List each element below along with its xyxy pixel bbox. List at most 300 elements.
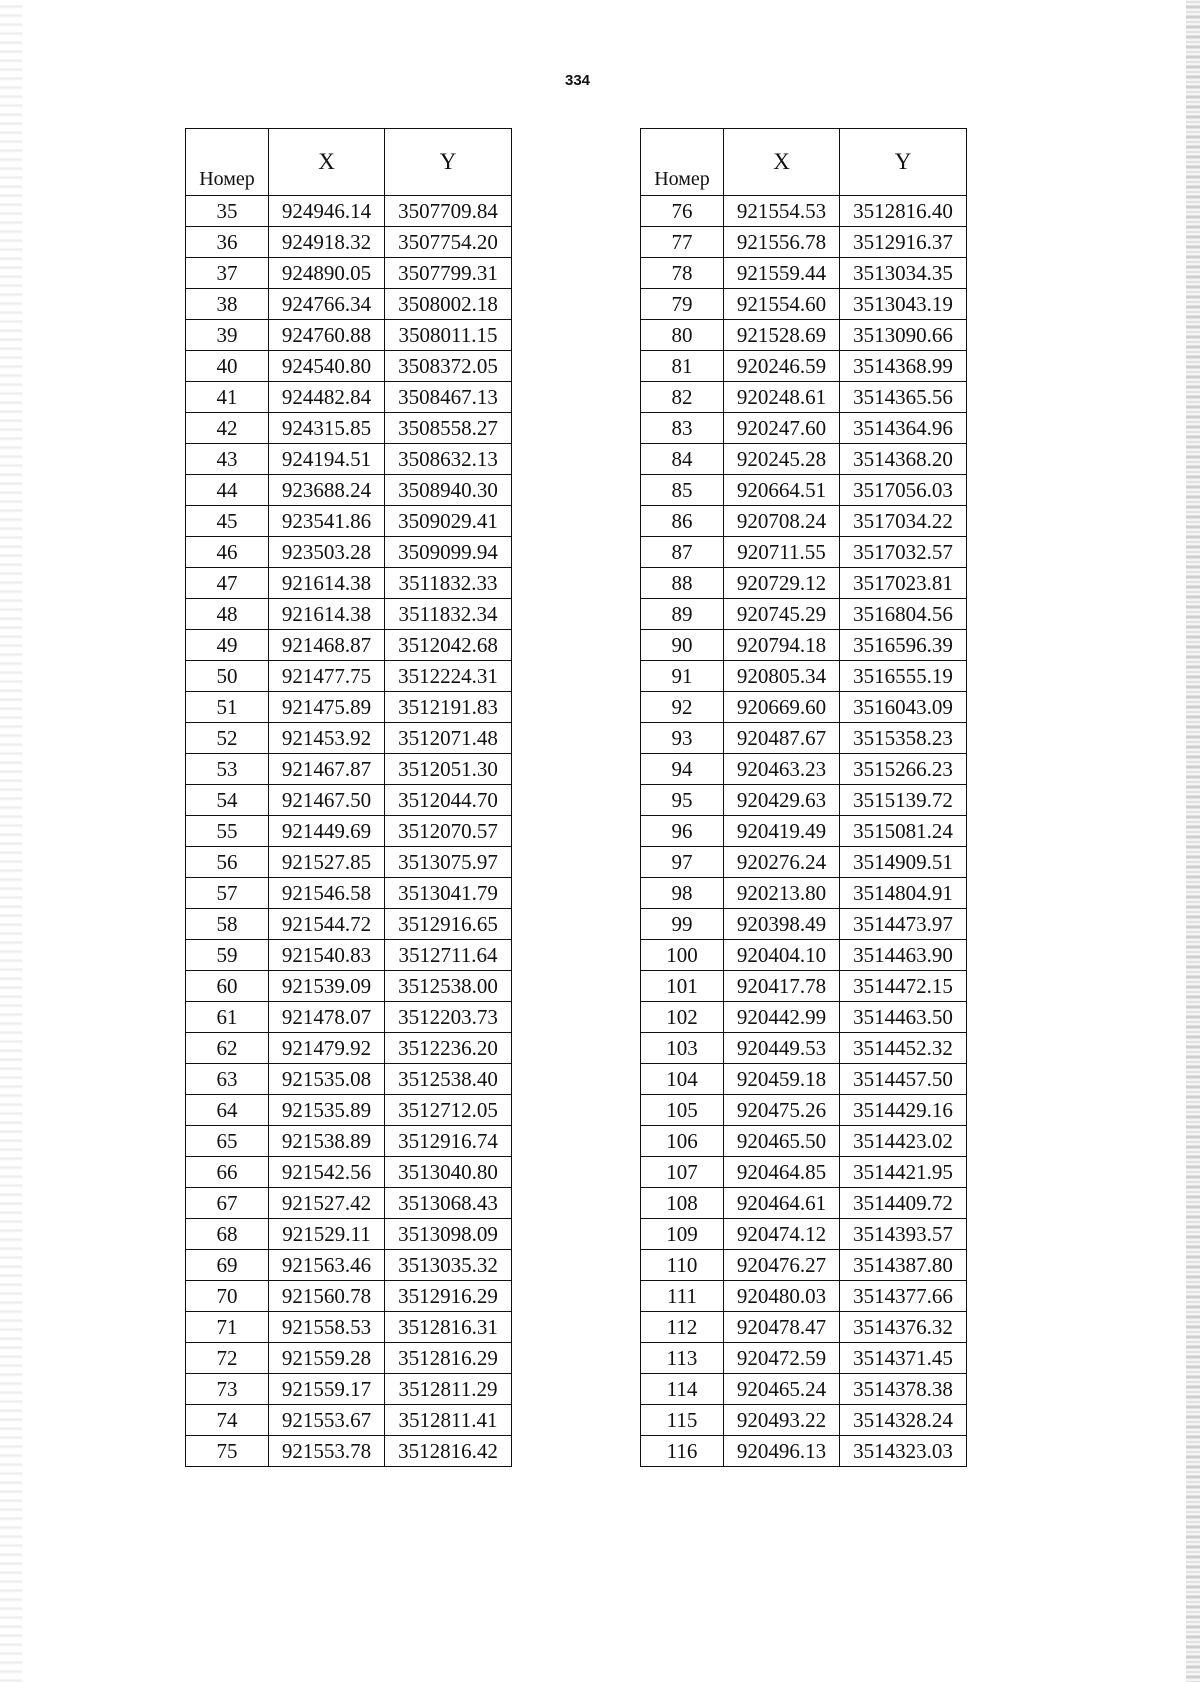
point-number-cell: 74 <box>186 1405 269 1436</box>
table-row <box>186 723 512 754</box>
table-row <box>186 506 512 537</box>
x-coordinate-cell: 924760.88 <box>269 320 385 351</box>
y-coordinate-cell: 3512916.74 <box>385 1126 512 1157</box>
page-number: 334 <box>564 72 591 89</box>
y-coordinate-cell: 3514393.57 <box>840 1219 967 1250</box>
x-coordinate-cell: 920496.13 <box>724 1436 840 1467</box>
point-number-cell: 87 <box>641 537 724 568</box>
y-coordinate-cell: 3508632.13 <box>385 444 512 475</box>
x-coordinate-cell: 921475.89 <box>269 692 385 723</box>
y-coordinate-cell: 3512811.41 <box>385 1405 512 1436</box>
y-coordinate-cell: 3512224.31 <box>385 661 512 692</box>
point-number-cell: 48 <box>186 599 269 630</box>
table-row <box>186 909 512 940</box>
y-coordinate-cell: 3514323.03 <box>840 1436 967 1467</box>
point-number-cell: 81 <box>641 351 724 382</box>
y-coordinate-cell: 3508372.05 <box>385 351 512 382</box>
table-row <box>641 289 967 320</box>
point-number-cell: 49 <box>186 630 269 661</box>
table-row <box>641 971 967 1002</box>
table-row <box>186 1436 512 1467</box>
x-coordinate-cell: 920245.28 <box>724 444 840 475</box>
x-coordinate-cell: 920476.27 <box>724 1250 840 1281</box>
point-number-cell: 72 <box>186 1343 269 1374</box>
y-coordinate-cell: 3517023.81 <box>840 568 967 599</box>
point-number-cell: 96 <box>641 816 724 847</box>
y-coordinate-cell: 3514377.66 <box>840 1281 967 1312</box>
table-row <box>186 537 512 568</box>
point-number-cell: 65 <box>186 1126 269 1157</box>
y-coordinate-cell: 3514368.20 <box>840 444 967 475</box>
point-number-cell: 47 <box>186 568 269 599</box>
point-number-cell: 79 <box>641 289 724 320</box>
x-coordinate-cell: 921535.89 <box>269 1095 385 1126</box>
point-number-cell: 101 <box>641 971 724 1002</box>
y-coordinate-cell: 3514368.99 <box>840 351 967 382</box>
y-coordinate-cell: 3512042.68 <box>385 630 512 661</box>
table-row <box>186 1002 512 1033</box>
x-coordinate-cell: 920493.22 <box>724 1405 840 1436</box>
table-row <box>641 599 967 630</box>
x-coordinate-cell: 924315.85 <box>269 413 385 444</box>
point-number-cell: 52 <box>186 723 269 754</box>
x-coordinate-cell: 920478.47 <box>724 1312 840 1343</box>
x-coordinate-cell: 921467.50 <box>269 785 385 816</box>
table-row <box>186 940 512 971</box>
table-row <box>186 785 512 816</box>
point-number-cell: 103 <box>641 1033 724 1064</box>
y-coordinate-cell: 3512071.48 <box>385 723 512 754</box>
y-coordinate-cell: 3508558.27 <box>385 413 512 444</box>
x-coordinate-cell: 921614.38 <box>269 568 385 599</box>
x-coordinate-cell: 921556.78 <box>724 227 840 258</box>
point-number-cell: 83 <box>641 413 724 444</box>
table-row <box>186 1095 512 1126</box>
point-number-cell: 80 <box>641 320 724 351</box>
point-number-cell: 38 <box>186 289 269 320</box>
y-coordinate-cell: 3514371.45 <box>840 1343 967 1374</box>
table-row <box>186 599 512 630</box>
table-row <box>186 320 512 351</box>
y-coordinate-cell: 3514472.15 <box>840 971 967 1002</box>
y-coordinate-cell: 3516555.19 <box>840 661 967 692</box>
table-header-row <box>186 129 512 196</box>
y-coordinate-cell: 3516804.56 <box>840 599 967 630</box>
table-row <box>186 1374 512 1405</box>
point-number-cell: 95 <box>641 785 724 816</box>
y-coordinate-cell: 3514463.90 <box>840 940 967 971</box>
y-coordinate-cell: 3512070.57 <box>385 816 512 847</box>
y-coordinate-cell: 3516596.39 <box>840 630 967 661</box>
table-row <box>641 568 967 599</box>
y-coordinate-cell: 3513043.19 <box>840 289 967 320</box>
point-number-cell: 112 <box>641 1312 724 1343</box>
y-coordinate-cell: 3512816.31 <box>385 1312 512 1343</box>
x-coordinate-cell: 921449.69 <box>269 816 385 847</box>
point-number-cell: 110 <box>641 1250 724 1281</box>
point-number-cell: 98 <box>641 878 724 909</box>
x-coordinate-cell: 920465.24 <box>724 1374 840 1405</box>
y-coordinate-cell: 3512191.83 <box>385 692 512 723</box>
y-coordinate-cell: 3508011.15 <box>385 320 512 351</box>
table-row <box>186 289 512 320</box>
point-number-cell: 67 <box>186 1188 269 1219</box>
x-coordinate-cell: 920711.55 <box>724 537 840 568</box>
x-coordinate-cell: 920487.67 <box>724 723 840 754</box>
point-number-cell: 89 <box>641 599 724 630</box>
point-number-cell: 85 <box>641 475 724 506</box>
x-coordinate-cell: 921467.87 <box>269 754 385 785</box>
x-coordinate-cell: 924194.51 <box>269 444 385 475</box>
x-coordinate-cell: 921559.17 <box>269 1374 385 1405</box>
x-coordinate-cell: 921559.28 <box>269 1343 385 1374</box>
point-number-cell: 59 <box>186 940 269 971</box>
y-coordinate-cell: 3507799.31 <box>385 258 512 289</box>
y-coordinate-cell: 3512711.64 <box>385 940 512 971</box>
x-coordinate-cell: 921542.56 <box>269 1157 385 1188</box>
y-coordinate-cell: 3514365.56 <box>840 382 967 413</box>
y-coordinate-cell: 3507754.20 <box>385 227 512 258</box>
point-number-cell: 64 <box>186 1095 269 1126</box>
x-coordinate-cell: 921614.38 <box>269 599 385 630</box>
table-row <box>641 475 967 506</box>
table-row <box>641 537 967 568</box>
y-coordinate-cell: 3514364.96 <box>840 413 967 444</box>
y-coordinate-cell: 3512712.05 <box>385 1095 512 1126</box>
x-coordinate-cell: 923541.86 <box>269 506 385 537</box>
y-coordinate-cell: 3513035.32 <box>385 1250 512 1281</box>
column-header-x: X <box>724 129 840 196</box>
table-row <box>641 351 967 382</box>
x-coordinate-cell: 924482.84 <box>269 382 385 413</box>
table-row <box>186 1157 512 1188</box>
point-number-cell: 54 <box>186 785 269 816</box>
table-row <box>641 258 967 289</box>
table-row <box>186 754 512 785</box>
table-row <box>186 630 512 661</box>
point-number-cell: 76 <box>641 196 724 227</box>
point-number-cell: 46 <box>186 537 269 568</box>
x-coordinate-cell: 923503.28 <box>269 537 385 568</box>
point-number-cell: 104 <box>641 1064 724 1095</box>
x-coordinate-cell: 920248.61 <box>724 382 840 413</box>
point-number-cell: 43 <box>186 444 269 475</box>
x-coordinate-cell: 923688.24 <box>269 475 385 506</box>
point-number-cell: 44 <box>186 475 269 506</box>
table-row <box>186 351 512 382</box>
y-coordinate-cell: 3512236.20 <box>385 1033 512 1064</box>
table-row <box>186 568 512 599</box>
point-number-cell: 40 <box>186 351 269 382</box>
y-coordinate-cell: 3514376.32 <box>840 1312 967 1343</box>
y-coordinate-cell: 3514387.80 <box>840 1250 967 1281</box>
scan-edge-left <box>0 0 22 1682</box>
y-coordinate-cell: 3511832.33 <box>385 568 512 599</box>
x-coordinate-cell: 920794.18 <box>724 630 840 661</box>
x-coordinate-cell: 921453.92 <box>269 723 385 754</box>
table-row <box>641 444 967 475</box>
x-coordinate-cell: 921535.08 <box>269 1064 385 1095</box>
column-header-number: Номер <box>641 129 724 196</box>
x-coordinate-cell: 921528.69 <box>724 320 840 351</box>
point-number-cell: 106 <box>641 1126 724 1157</box>
point-number-cell: 50 <box>186 661 269 692</box>
table-row <box>641 816 967 847</box>
table-row <box>641 1312 967 1343</box>
table-row <box>186 847 512 878</box>
point-number-cell: 92 <box>641 692 724 723</box>
scan-edge-right <box>1186 0 1200 1682</box>
table-row <box>641 1126 967 1157</box>
table-row <box>641 1343 967 1374</box>
point-number-cell: 58 <box>186 909 269 940</box>
x-coordinate-cell: 921477.75 <box>269 661 385 692</box>
table-row <box>641 413 967 444</box>
y-coordinate-cell: 3508940.30 <box>385 475 512 506</box>
x-coordinate-cell: 920419.49 <box>724 816 840 847</box>
point-number-cell: 57 <box>186 878 269 909</box>
table-row <box>186 1250 512 1281</box>
y-coordinate-cell: 3513098.09 <box>385 1219 512 1250</box>
x-coordinate-cell: 920398.49 <box>724 909 840 940</box>
point-number-cell: 39 <box>186 320 269 351</box>
x-coordinate-cell: 920465.50 <box>724 1126 840 1157</box>
y-coordinate-cell: 3512538.40 <box>385 1064 512 1095</box>
point-number-cell: 60 <box>186 971 269 1002</box>
table-row <box>641 847 967 878</box>
y-coordinate-cell: 3514409.72 <box>840 1188 967 1219</box>
table-row <box>641 878 967 909</box>
point-number-cell: 69 <box>186 1250 269 1281</box>
y-coordinate-cell: 3512816.29 <box>385 1343 512 1374</box>
x-coordinate-cell: 920745.29 <box>724 599 840 630</box>
point-number-cell: 107 <box>641 1157 724 1188</box>
table-row <box>186 1188 512 1219</box>
x-coordinate-cell: 921468.87 <box>269 630 385 661</box>
y-coordinate-cell: 3515358.23 <box>840 723 967 754</box>
x-coordinate-cell: 921553.67 <box>269 1405 385 1436</box>
y-coordinate-cell: 3517032.57 <box>840 537 967 568</box>
table-row <box>641 227 967 258</box>
x-coordinate-cell: 921558.53 <box>269 1312 385 1343</box>
point-number-cell: 61 <box>186 1002 269 1033</box>
point-number-cell: 99 <box>641 909 724 940</box>
point-number-cell: 102 <box>641 1002 724 1033</box>
point-number-cell: 42 <box>186 413 269 444</box>
point-number-cell: 71 <box>186 1312 269 1343</box>
point-number-cell: 63 <box>186 1064 269 1095</box>
x-coordinate-cell: 920475.26 <box>724 1095 840 1126</box>
point-number-cell: 114 <box>641 1374 724 1405</box>
x-coordinate-cell: 921553.78 <box>269 1436 385 1467</box>
y-coordinate-cell: 3512916.37 <box>840 227 967 258</box>
table-row <box>641 1033 967 1064</box>
column-header-x: X <box>269 129 385 196</box>
point-number-cell: 88 <box>641 568 724 599</box>
table-row <box>641 1188 967 1219</box>
x-coordinate-cell: 920246.59 <box>724 351 840 382</box>
point-number-cell: 91 <box>641 661 724 692</box>
table-row <box>186 1405 512 1436</box>
y-coordinate-cell: 3514378.38 <box>840 1374 967 1405</box>
table-row <box>641 909 967 940</box>
x-coordinate-cell: 920474.12 <box>724 1219 840 1250</box>
x-coordinate-cell: 920463.23 <box>724 754 840 785</box>
x-coordinate-cell: 921563.46 <box>269 1250 385 1281</box>
y-coordinate-cell: 3517056.03 <box>840 475 967 506</box>
table-row <box>186 661 512 692</box>
table-row <box>186 1064 512 1095</box>
y-coordinate-cell: 3512816.42 <box>385 1436 512 1467</box>
table-row <box>186 878 512 909</box>
x-coordinate-cell: 920805.34 <box>724 661 840 692</box>
table-row <box>641 785 967 816</box>
x-coordinate-cell: 921479.92 <box>269 1033 385 1064</box>
x-coordinate-cell: 920449.53 <box>724 1033 840 1064</box>
table-row <box>186 1281 512 1312</box>
point-number-cell: 62 <box>186 1033 269 1064</box>
y-coordinate-cell: 3513040.80 <box>385 1157 512 1188</box>
coordinates-table-left-body <box>186 196 512 1467</box>
table-row <box>641 1095 967 1126</box>
point-number-cell: 73 <box>186 1374 269 1405</box>
coordinates-table-right <box>640 128 967 1467</box>
x-coordinate-cell: 920213.80 <box>724 878 840 909</box>
column-header-y: Y <box>385 129 512 196</box>
y-coordinate-cell: 3514909.51 <box>840 847 967 878</box>
table-row <box>641 1436 967 1467</box>
y-coordinate-cell: 3514421.95 <box>840 1157 967 1188</box>
table-row <box>641 1374 967 1405</box>
table-row <box>186 1312 512 1343</box>
x-coordinate-cell: 921527.85 <box>269 847 385 878</box>
point-number-cell: 113 <box>641 1343 724 1374</box>
point-number-cell: 90 <box>641 630 724 661</box>
table-row <box>186 971 512 1002</box>
point-number-cell: 77 <box>641 227 724 258</box>
x-coordinate-cell: 924766.34 <box>269 289 385 320</box>
y-coordinate-cell: 3514457.50 <box>840 1064 967 1095</box>
y-coordinate-cell: 3512044.70 <box>385 785 512 816</box>
coordinates-table-left <box>185 128 512 1467</box>
x-coordinate-cell: 921527.42 <box>269 1188 385 1219</box>
table-row <box>186 196 512 227</box>
x-coordinate-cell: 924946.14 <box>269 196 385 227</box>
point-number-cell: 82 <box>641 382 724 413</box>
x-coordinate-cell: 920276.24 <box>724 847 840 878</box>
y-coordinate-cell: 3513068.43 <box>385 1188 512 1219</box>
point-number-cell: 55 <box>186 816 269 847</box>
point-number-cell: 97 <box>641 847 724 878</box>
x-coordinate-cell: 920464.85 <box>724 1157 840 1188</box>
point-number-cell: 35 <box>186 196 269 227</box>
table-row <box>186 692 512 723</box>
table-row <box>186 227 512 258</box>
point-number-cell: 36 <box>186 227 269 258</box>
x-coordinate-cell: 920708.24 <box>724 506 840 537</box>
x-coordinate-cell: 924890.05 <box>269 258 385 289</box>
y-coordinate-cell: 3513090.66 <box>840 320 967 351</box>
y-coordinate-cell: 3512816.40 <box>840 196 967 227</box>
point-number-cell: 93 <box>641 723 724 754</box>
point-number-cell: 56 <box>186 847 269 878</box>
x-coordinate-cell: 920442.99 <box>724 1002 840 1033</box>
table-header-row <box>641 129 967 196</box>
y-coordinate-cell: 3513041.79 <box>385 878 512 909</box>
y-coordinate-cell: 3509099.94 <box>385 537 512 568</box>
x-coordinate-cell: 924918.32 <box>269 227 385 258</box>
point-number-cell: 45 <box>186 506 269 537</box>
point-number-cell: 66 <box>186 1157 269 1188</box>
x-coordinate-cell: 921560.78 <box>269 1281 385 1312</box>
table-row <box>186 382 512 413</box>
y-coordinate-cell: 3512203.73 <box>385 1002 512 1033</box>
table-row <box>641 1281 967 1312</box>
table-row <box>641 1250 967 1281</box>
y-coordinate-cell: 3512051.30 <box>385 754 512 785</box>
y-coordinate-cell: 3508467.13 <box>385 382 512 413</box>
y-coordinate-cell: 3515139.72 <box>840 785 967 816</box>
x-coordinate-cell: 920417.78 <box>724 971 840 1002</box>
y-coordinate-cell: 3514452.32 <box>840 1033 967 1064</box>
point-number-cell: 84 <box>641 444 724 475</box>
y-coordinate-cell: 3514804.91 <box>840 878 967 909</box>
table-row <box>641 723 967 754</box>
column-header-number: Номер <box>186 129 269 196</box>
y-coordinate-cell: 3516043.09 <box>840 692 967 723</box>
column-header-y: Y <box>840 129 967 196</box>
y-coordinate-cell: 3514463.50 <box>840 1002 967 1033</box>
point-number-cell: 86 <box>641 506 724 537</box>
y-coordinate-cell: 3512538.00 <box>385 971 512 1002</box>
y-coordinate-cell: 3508002.18 <box>385 289 512 320</box>
table-row <box>641 692 967 723</box>
y-coordinate-cell: 3515081.24 <box>840 816 967 847</box>
x-coordinate-cell: 920472.59 <box>724 1343 840 1374</box>
x-coordinate-cell: 920459.18 <box>724 1064 840 1095</box>
table-row <box>186 1033 512 1064</box>
y-coordinate-cell: 3512916.29 <box>385 1281 512 1312</box>
table-row <box>641 1157 967 1188</box>
x-coordinate-cell: 921544.72 <box>269 909 385 940</box>
table-row <box>641 630 967 661</box>
table-row <box>186 1343 512 1374</box>
x-coordinate-cell: 921538.89 <box>269 1126 385 1157</box>
table-row <box>641 1064 967 1095</box>
point-number-cell: 116 <box>641 1436 724 1467</box>
table-row <box>641 320 967 351</box>
point-number-cell: 37 <box>186 258 269 289</box>
point-number-cell: 41 <box>186 382 269 413</box>
x-coordinate-cell: 921529.11 <box>269 1219 385 1250</box>
x-coordinate-cell: 920669.60 <box>724 692 840 723</box>
table-row <box>641 661 967 692</box>
point-number-cell: 108 <box>641 1188 724 1219</box>
table-row <box>186 258 512 289</box>
x-coordinate-cell: 921559.44 <box>724 258 840 289</box>
point-number-cell: 100 <box>641 940 724 971</box>
point-number-cell: 94 <box>641 754 724 785</box>
y-coordinate-cell: 3511832.34 <box>385 599 512 630</box>
table-row <box>641 1405 967 1436</box>
y-coordinate-cell: 3509029.41 <box>385 506 512 537</box>
table-row <box>641 196 967 227</box>
point-number-cell: 75 <box>186 1436 269 1467</box>
x-coordinate-cell: 920404.10 <box>724 940 840 971</box>
point-number-cell: 51 <box>186 692 269 723</box>
y-coordinate-cell: 3517034.22 <box>840 506 967 537</box>
point-number-cell: 109 <box>641 1219 724 1250</box>
